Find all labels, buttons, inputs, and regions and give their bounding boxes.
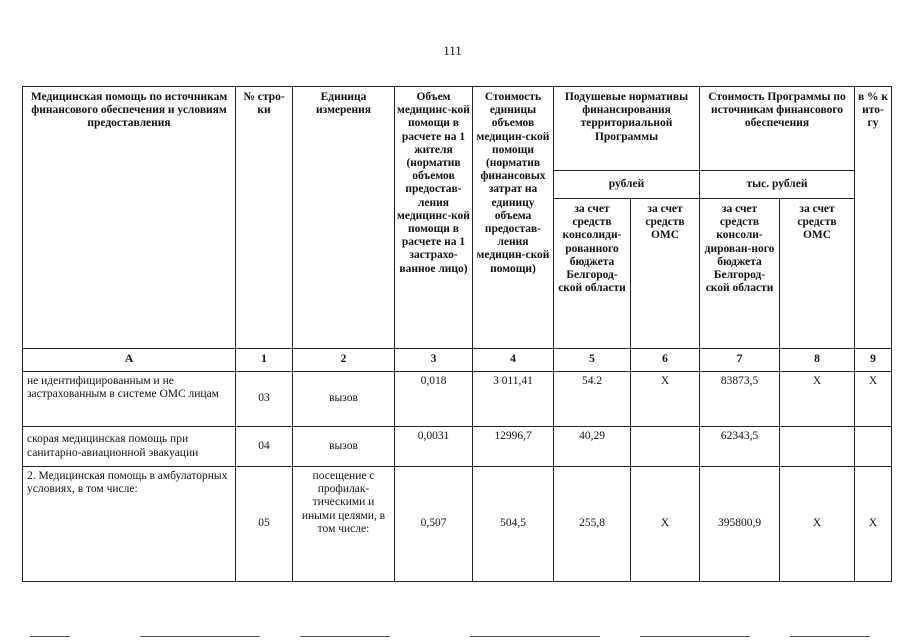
scan-artifact-line	[790, 636, 870, 637]
scan-artifact-line	[140, 636, 260, 637]
row-per-capita-budget: 255,8	[554, 467, 631, 582]
row-cost-oms: Х	[780, 467, 855, 582]
index-cell: 3	[395, 349, 473, 372]
row-per-capita-oms	[631, 427, 700, 467]
index-cell: 7	[700, 349, 780, 372]
row-percent: Х	[855, 372, 892, 427]
header-per-capita-group: Подушевые нормативы финансирования территориальной Программы	[554, 87, 700, 171]
row-name: скорая медицинская помощь при санитарно-авиационной эвакуации	[23, 427, 236, 467]
row-cost-budget: 83873,5	[700, 372, 780, 427]
scan-artifact-line	[470, 636, 600, 637]
index-cell: 4	[473, 349, 554, 372]
header-oms-per-capita: за счет средств ОМС	[631, 199, 700, 349]
row-number: 03	[236, 372, 293, 427]
index-cell: 1	[236, 349, 293, 372]
header-row-number: № стро-ки	[236, 87, 293, 349]
row-number: 05	[236, 467, 293, 582]
row-per-capita-oms: Х	[631, 467, 700, 582]
row-volume: 0,507	[395, 467, 473, 582]
header-percent: в % к ито-гу	[855, 87, 892, 349]
row-cost-budget: 62343,5	[700, 427, 780, 467]
index-cell: 5	[554, 349, 631, 372]
financing-table	[22, 86, 892, 582]
header-program-cost-group: Стоимость Программы по источникам финансового обеспечения	[700, 87, 855, 171]
row-percent: Х	[855, 467, 892, 582]
row-unit-cost: 504,5	[473, 467, 554, 582]
scan-artifact-line	[30, 636, 70, 637]
header-volume: Объем медицинс-кой помощи в расчете на 1 жителя (норматив объемов предостав-ления медицинс-кой помощи в расчете на 1 застрахо-ванное лицо)	[395, 87, 473, 349]
row-cost-oms: Х	[780, 372, 855, 427]
table-row	[23, 372, 892, 427]
row-number: 04	[236, 427, 293, 467]
row-unit: вызов	[293, 427, 395, 467]
index-cell: 6	[631, 349, 700, 372]
header-budget-per-capita: за счет средств консолиди-рованного бюджета Белгород-ской области	[554, 199, 631, 349]
index-cell: 2	[293, 349, 395, 372]
row-name: 2. Медицинская помощь в амбулаторных условиях, в том числе:	[23, 467, 236, 582]
row-volume: 0,0031	[395, 427, 473, 467]
header-oms-cost: за счет средств ОМС	[780, 199, 855, 349]
row-unit-cost: 3 011,41	[473, 372, 554, 427]
row-name: не идентифицированным и не застрахованным в системе ОМС лицам	[23, 372, 236, 427]
row-unit: посещение с профилак-тическими и иными целями, в том числе:	[293, 467, 395, 582]
row-per-capita-budget: 40,29	[554, 427, 631, 467]
row-cost-oms	[780, 427, 855, 467]
row-per-capita-budget: 54.2	[554, 372, 631, 427]
index-cell: 8	[780, 349, 855, 372]
index-cell: 9	[855, 349, 892, 372]
row-volume: 0,018	[395, 372, 473, 427]
header-unit: Единица измерения	[293, 87, 395, 349]
row-per-capita-oms: Х	[631, 372, 700, 427]
header-unit-rub: рублей	[554, 171, 700, 199]
scan-artifact-line	[640, 636, 750, 637]
column-index-row	[23, 349, 892, 372]
index-cell: А	[23, 349, 236, 372]
row-percent	[855, 427, 892, 467]
row-unit: вызов	[293, 372, 395, 427]
table-row	[23, 467, 892, 582]
scan-artifact-line	[300, 636, 390, 637]
header-unit-thousand-rub: тыс. рублей	[700, 171, 855, 199]
row-cost-budget: 395800,9	[700, 467, 780, 582]
header-unit-cost: Стоимость единицы объемов медицин-ской помощи (норматив финансовых затрат на единицу объема предостав-ления медицин-ской помощи)	[473, 87, 554, 349]
table-row	[23, 427, 892, 467]
page-number: 111	[443, 43, 462, 58]
header-budget-cost: за счет средств консоли-дирован-ного бюджета Белгород-ской области	[700, 199, 780, 349]
header-medical-care: Медицинская помощь по источникам финансового обеспечения и условиям предоставления	[23, 87, 236, 349]
row-unit-cost: 12996,7	[473, 427, 554, 467]
